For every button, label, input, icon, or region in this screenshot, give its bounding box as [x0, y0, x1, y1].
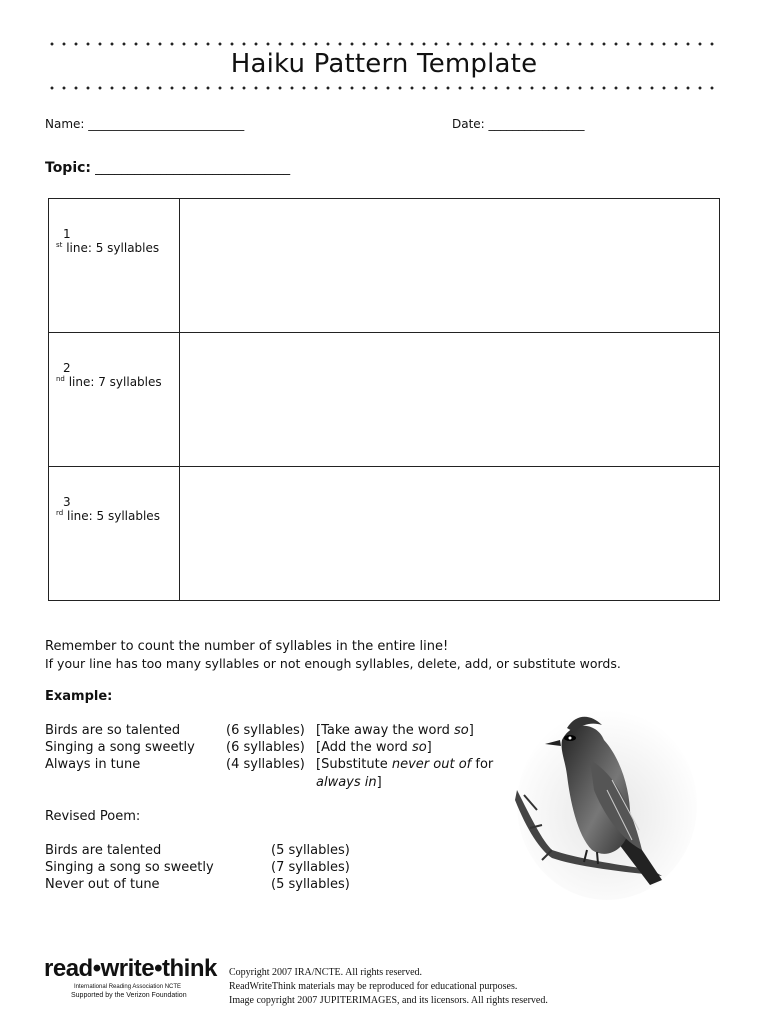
- bottom-dotted-rule: [46, 86, 722, 90]
- example-note-continuation: [316, 775, 382, 790]
- note-emphasis: so: [411, 740, 427, 755]
- line-2-answer-cell[interactable]: [180, 333, 720, 467]
- haiku-table: [48, 198, 720, 601]
- example-line: Birds are so talented: [45, 723, 181, 738]
- bird-illustration: [512, 700, 697, 900]
- revised-count: (7 syllables): [271, 860, 350, 875]
- table-row: [49, 333, 720, 467]
- logo-supported-by: Supported by the Verizon Foundation: [71, 992, 187, 999]
- line-number: 3: [63, 495, 71, 509]
- table-row: [49, 467, 720, 601]
- top-dotted-rule: [46, 42, 722, 46]
- example-note: [316, 757, 493, 772]
- date-field[interactable]: Date: ________________: [452, 117, 585, 131]
- line-number: 2: [63, 361, 71, 375]
- logo-wordmark: read•write•think: [44, 955, 217, 982]
- note-text: ]: [468, 723, 474, 738]
- example-line: Always in tune: [45, 757, 141, 772]
- revised-count: (5 syllables): [271, 843, 350, 858]
- line-label: line: 5 syllables: [62, 241, 160, 255]
- revised-line: Birds are talented: [45, 843, 162, 858]
- line-ordinal: st: [56, 241, 63, 249]
- note-text: [Add the word: [316, 740, 412, 755]
- name-field[interactable]: Name: __________________________: [45, 117, 245, 131]
- line-3-answer-cell[interactable]: [180, 467, 720, 601]
- example-count: (6 syllables): [226, 723, 305, 738]
- reminder-line-2: If your line has too many syllables or not enough syllables, delete, add, or substitute words.: [45, 656, 621, 671]
- example-count: (6 syllables): [226, 740, 305, 755]
- footer-line: ReadWriteThink materials may be reproduced for educational purposes.: [229, 981, 518, 992]
- footer-line: Image copyright 2007 JUPITERIMAGES, and its licensors. All rights reserved.: [229, 995, 548, 1006]
- note-text: ]: [376, 775, 382, 790]
- note-text: ]: [426, 740, 432, 755]
- example-heading: Example:: [45, 689, 113, 704]
- revised-heading: Revised Poem:: [45, 809, 141, 824]
- footer-copyright: [229, 966, 548, 1008]
- line-ordinal: nd: [56, 375, 65, 383]
- line-ordinal: rd: [56, 509, 64, 517]
- readwritethink-logo: [44, 955, 216, 999]
- note-emphasis: so: [453, 723, 469, 738]
- note-emphasis: always in: [316, 775, 377, 790]
- page-title: Haiku Pattern Template: [230, 49, 538, 79]
- line-number: 1: [63, 227, 71, 241]
- line-1-label-cell: [49, 199, 180, 333]
- line-label: line: 7 syllables: [64, 375, 162, 389]
- line-3-label-cell: [49, 467, 180, 601]
- footer-line: Copyright 2007 IRA/NCTE. All rights reserved.: [229, 967, 423, 978]
- example-note: [316, 740, 432, 755]
- note-text: [Take away the word: [316, 723, 454, 738]
- note-emphasis: never out of: [391, 757, 472, 772]
- topic-field[interactable]: [45, 160, 290, 176]
- revised-line: Never out of tune: [45, 877, 160, 892]
- logo-partners: International Reading Association NCTE: [74, 984, 182, 990]
- example-row: [45, 723, 180, 738]
- line-1-answer-cell[interactable]: [180, 199, 720, 333]
- note-text: for: [471, 757, 494, 772]
- reminder-line-1: Remember to count the number of syllables in the entire line!: [45, 639, 449, 654]
- note-text: [Substitute: [316, 757, 392, 772]
- example-row: [45, 757, 140, 772]
- line-2-label-cell: [49, 333, 180, 467]
- topic-line: ______________________________: [91, 161, 291, 176]
- example-note: [316, 723, 474, 738]
- line-label: line: 5 syllables: [63, 509, 160, 523]
- table-row: [49, 199, 720, 333]
- revised-count: (5 syllables): [271, 877, 350, 892]
- topic-label: Topic:: [45, 160, 92, 176]
- example-row: [45, 740, 195, 755]
- revised-line: Singing a song so sweetly: [45, 860, 214, 875]
- example-line: Singing a song sweetly: [45, 740, 195, 755]
- example-count: (4 syllables): [226, 757, 305, 772]
